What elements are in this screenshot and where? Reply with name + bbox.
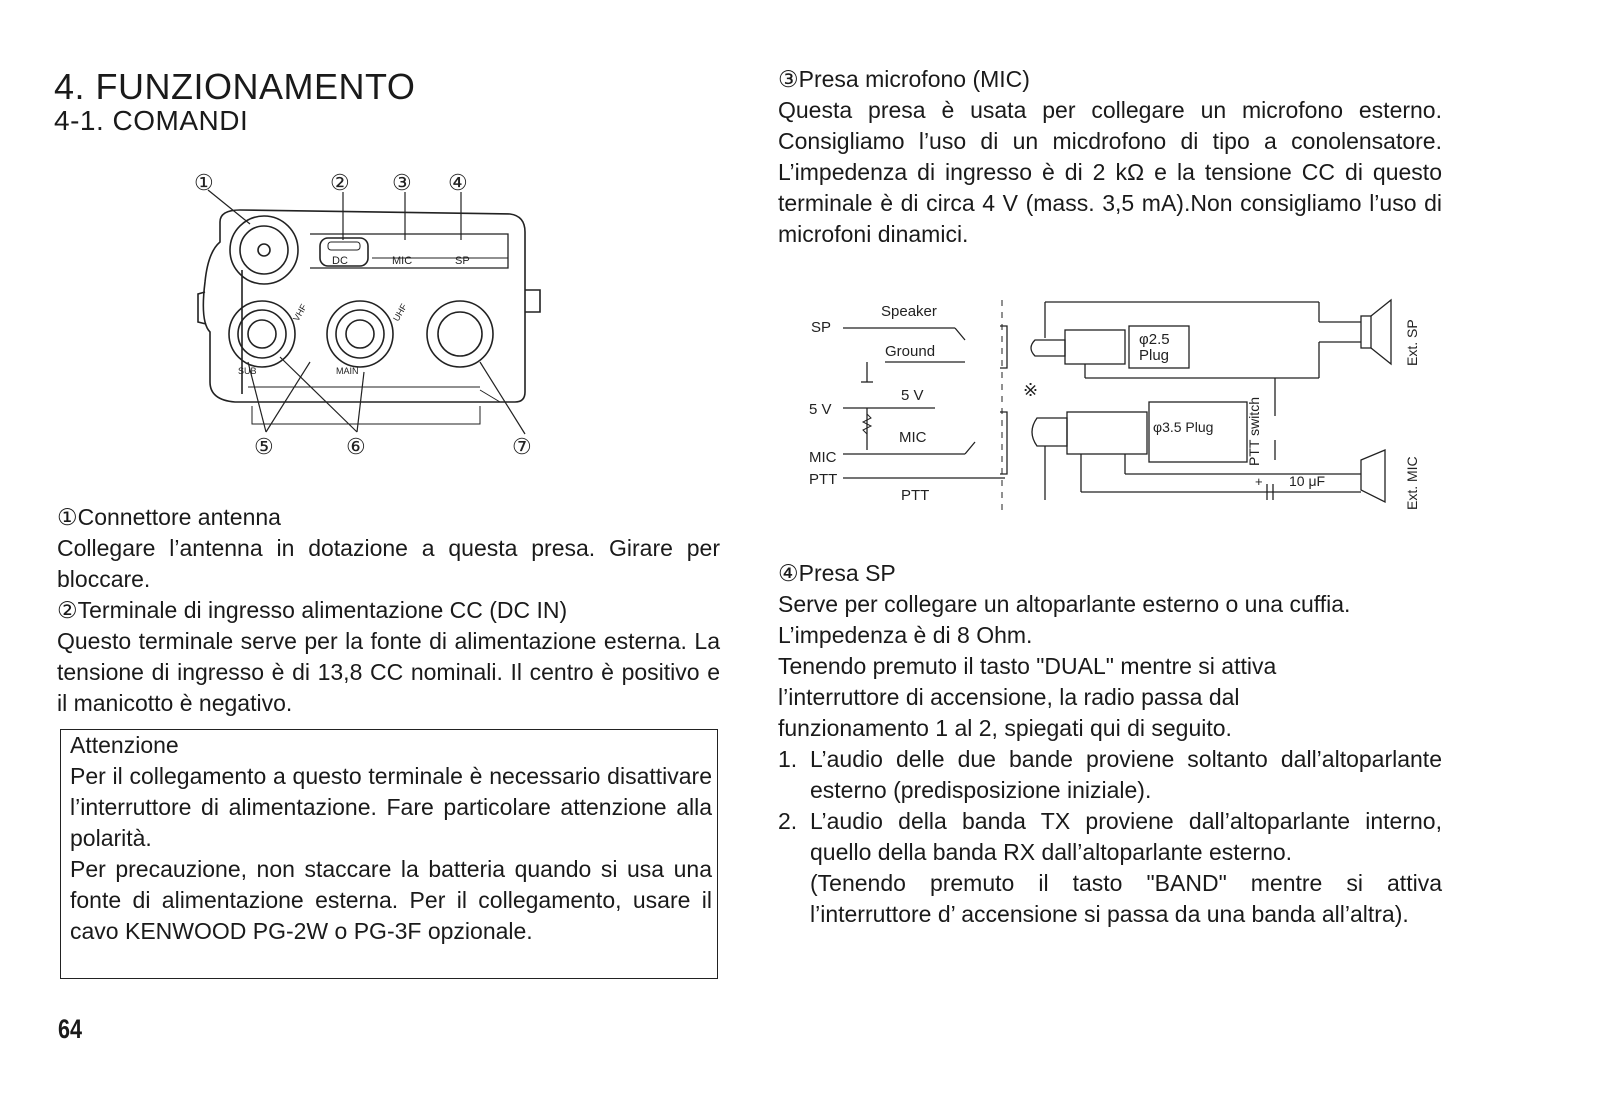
mic-body: Questa presa è usata per collegare un microfono esterno. Consigliamo l’uso di un micdrofono di tipo a conolensatore. L’impedenza di ingresso è di 2 kΩ e la tensione CC di questo terminale è di circa 4 V (mass. 3,5 mA).Non consigliamo l’uso di microfoni dinamici. [778,97,1442,247]
list-item-1 [778,744,1442,806]
sch-ground: Ground [885,343,936,360]
radio-top-panel-figure [180,162,560,462]
panel-label-main: MAIN [336,366,359,376]
sch-cap: 10 μF [1289,473,1326,489]
panel-label-vhf: VHF [291,302,309,323]
panel-label-sub: SUB [238,366,257,376]
sch-5v-top: 5 V [901,387,924,404]
section-sp [778,558,1442,930]
sch-plug35: φ3.5 Plug [1153,419,1214,435]
list-item-1-text: L’audio delle due bande proviene soltanto dall’altoparlante esterno (predisposizione iniziale). [810,746,1442,803]
sp-body: Serve per collegare un altoparlante esterno o una cuffia. L’impedenza è di 8 Ohm. [778,591,1351,648]
section-antenna [57,502,720,719]
sp-dual-line-3: funzionamento 1 al 2, spiegati qui di seguito. [778,715,1232,741]
list-item-1-number: 1. [778,746,798,772]
antenna-body: Collegare l’antenna in dotazione a questa presa. Girare per bloccare. [57,535,720,592]
dc-in-body: Questo terminale serve per la fonte di alimentazione esterna. La tensione di ingresso è di 13,8 CC nominali. Il centro è positivo e il manicotto è negativo. [57,628,720,716]
sch-ext-sp: Ext. SP [1404,319,1420,366]
attention-heading: Attenzione [70,732,179,758]
callout-6: ⑥ [346,434,366,459]
list-item-2-number: 2. [778,808,798,834]
attention-box [60,729,718,979]
sch-sp: SP [811,319,832,336]
list-item-2 [778,806,1442,930]
sch-asterisk: ※ [1023,380,1039,400]
sp-heading: ④Presa SP [778,560,896,586]
sch-ptt-left: PTT [809,471,838,488]
sch-mic-label: MIC [899,429,927,446]
sch-ptt-switch: PTT switch [1246,397,1262,466]
dc-in-heading: ②Terminale di ingresso alimentazione CC (DC IN) [57,597,568,623]
sp-dual-line-1: Tenendo premuto il tasto "DUAL" mentre si attiva [778,653,1277,679]
panel-label-sp: SP [455,255,470,267]
callout-4: ④ [448,170,468,195]
sch-speaker: Speaker [881,303,937,320]
callout-2: ② [330,170,350,195]
antenna-heading: ①Connettore antenna [57,504,281,530]
callout-5: ⑤ [254,434,274,459]
mic-heading: ③Presa microfono (MIC) [778,66,1030,92]
sch-mic-left: MIC [809,449,837,466]
attention-paragraph-1: Per il collegamento a questo terminale è necessario disattivare l’interruttore di alimentazione. Fare particolare attenzione alla polarità. [70,763,712,851]
list-item-2-note: (Tenendo premuto il tasto "BAND" mentre si attiva l’interruttore d’ accensione si passa da una banda all’altra). [810,870,1442,927]
panel-label-dc: DC [332,255,348,267]
section-mic [778,64,1442,250]
sch-ptt-bottom: PTT [901,487,930,504]
callout-3: ③ [392,170,412,195]
callout-1: ① [194,170,214,195]
sch-plus: + [1255,474,1263,489]
page-number: 64 [58,1014,83,1044]
list-item-2-text: L’audio della banda TX proviene dall’altoparlante interno, quello della banda RX dall’altoparlante esterno. [810,808,1442,865]
panel-label-uhf: UHF [391,301,409,323]
sp-dual-line-2: l’interruttore di accensione, la radio passa dal [778,684,1240,710]
sch-plug25-b: Plug [1139,347,1170,364]
section-title: 4. FUNZIONAMENTO [54,66,416,107]
attention-paragraph-2: Per precauzione, non staccare la batteria quando si usa una fonte di alimentazione esterna. Per il collegamento, usare il cavo KENWOOD PG-2W o PG-3F opzionale. [70,856,712,944]
section-subtitle: 4-1. COMANDI [54,105,249,136]
sch-ext-mic: Ext. MIC [1404,456,1420,510]
callout-7: ⑦ [512,434,532,459]
panel-label-mic: MIC [392,255,413,267]
sch-plug25-a: φ2.5 [1139,331,1170,348]
mic-sp-schematic [805,290,1425,522]
sch-5v-left: 5 V [809,401,832,418]
